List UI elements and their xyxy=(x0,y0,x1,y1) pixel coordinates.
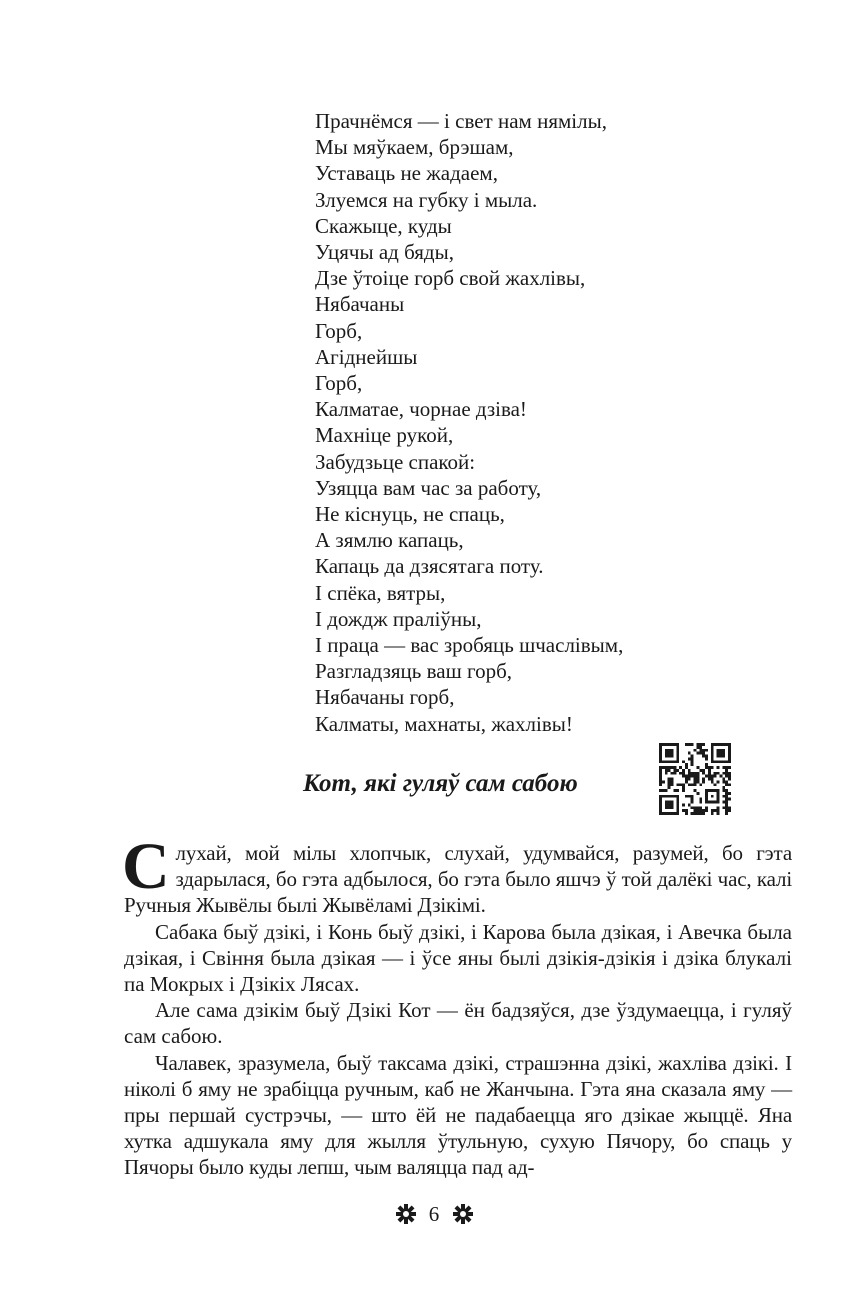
poem-line: Калматы, махнаты, жахлівы! xyxy=(315,711,573,736)
poem-line: Злуемся на губку і мыла. xyxy=(315,187,538,212)
poem-line: Дзе ўтоіце горб свой жахлівы, xyxy=(315,266,586,291)
paragraph xyxy=(122,830,792,919)
poem-line: Капаць да дзясятага поту. xyxy=(315,554,544,579)
poem xyxy=(315,108,785,737)
poem-line: Агіднейшы xyxy=(315,344,418,369)
page-number: 6 xyxy=(428,1202,440,1227)
ornament-icon xyxy=(396,1204,416,1224)
poem-line: Калматае, чорнае дзіва! xyxy=(315,397,527,422)
poem-line: Не кіснуць, не спаць, xyxy=(315,502,505,527)
paragraph: Сабака быў дзікі, і Конь быў дзікі, і Карова была дзікая, і Авечка была дзікая, і Свіння была дзікая — і ўсе яны былі дзікія-дзікія і дзіка блукалі па Мокрых і Дзікіх Лясах. xyxy=(124,919,792,997)
poem-line: Скажыце, куды xyxy=(315,213,452,238)
story-title: Кот, які гуляў сам сабою xyxy=(303,770,578,797)
poem-line: Нябачаны xyxy=(315,292,405,317)
drop-cap: С xyxy=(122,830,170,903)
story-heading-row xyxy=(0,742,868,816)
poem-line: Прачнёмся — і свет нам нямілы, xyxy=(315,109,607,133)
paragraph: Чалавек, зразумела, быў таксама дзікі, страшэнна дзікі, жахліва дзікі. І ніколі б яму не зрабіцца ручным, каб не Жанчына. Гэта яна сказала яму — пры першай сустрэчы, — што ёй не падабаецца яго дзікае жыццё. Яна хутка адшукала яму для жылля ўтульную, сухую Пячору, бо спаць у Пячоры было куды лепш, чым валяцца пад ад- xyxy=(124,1050,792,1180)
poem-line: Уцячы ад бяды, xyxy=(315,240,454,265)
poem-line: І спёка, вятры, xyxy=(315,580,446,605)
ornament-icon xyxy=(453,1204,473,1224)
story-text xyxy=(122,830,792,1181)
poem-line: Уставаць не жадаем, xyxy=(315,161,498,186)
qr-code-icon[interactable] xyxy=(659,743,731,815)
poem-line: Узяцца вам час за работу, xyxy=(315,475,542,500)
poem-line: Мы мяўкаем, брэшам, xyxy=(315,135,514,160)
poem-line: Махніце рукой, xyxy=(315,423,454,448)
poem-line: Горб, xyxy=(315,371,363,396)
poem-line: І дождж праліўны, xyxy=(315,606,482,631)
poem-line: А зямлю капаць, xyxy=(315,528,464,553)
poem-line: Нябачаны горб, xyxy=(315,685,455,710)
poem-line: Горб, xyxy=(315,318,363,343)
poem-line: Разгладзяць ваш горб, xyxy=(315,659,513,684)
poem-line: Забудзьце спакой: xyxy=(315,449,476,474)
page-footer xyxy=(0,1197,868,1227)
paragraph: Але сама дзікім быў Дзікі Кот — ён бадзяўся, дзе ўздумаецца, і гуляў сам сабою. xyxy=(124,998,792,1049)
paragraph-text: лухай, мой мілы хлопчык, слухай, удумвайся, разумей, бо гэта здарылася, бо гэта адбылося, бо гэта было яшчэ ў той далёкі час, калі Ручныя Жывёлы былі Жывёламі Дзікімі. xyxy=(124,841,792,918)
poem-line: І праца — вас зробяць шчаслівым, xyxy=(315,633,624,658)
